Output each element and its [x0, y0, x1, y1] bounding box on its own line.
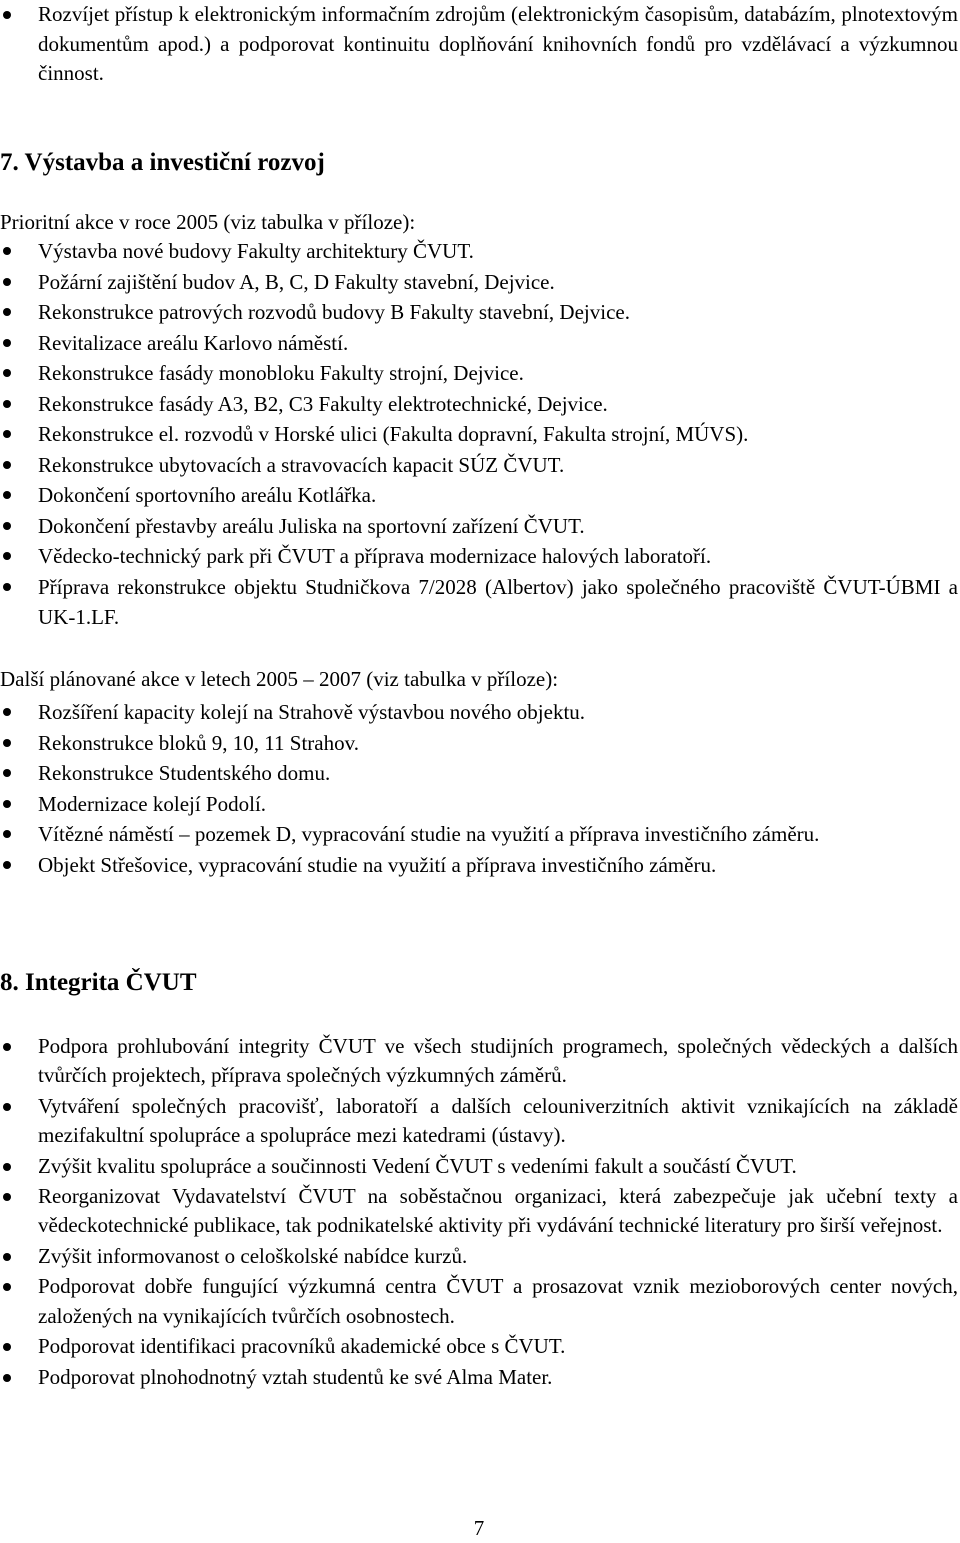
list-item: Dokončení sportovního areálu Kotlářka.	[0, 480, 958, 511]
list-item: Rekonstrukce patrových rozvodů budovy B Fakulty stavební, Dejvice.	[0, 297, 958, 328]
list-item: Podporovat plnohodnotný vztah studentů ke své Alma Mater.	[0, 1363, 958, 1392]
bullet-icon	[3, 308, 11, 316]
bullet-icon	[3, 800, 11, 808]
bullet-icon	[3, 1283, 11, 1291]
bullet-icon	[3, 430, 11, 438]
list-item: Rozvíjet přístup k elektronickým informačním zdrojům (elektronickým časopisům, databázím, plnotextovým dokumentům apod.) a podporovat kontinuitu doplňování knihovních fondů pro vzdělávací a výzkumnou činnost.	[0, 0, 958, 89]
bullet-icon	[3, 491, 11, 499]
bullet-icon	[3, 1163, 11, 1171]
list-item: Rekonstrukce Studentského domu.	[0, 758, 958, 789]
list-item: Vytváření společných pracovišť, laboratoří a dalších celouniverzitních aktivit vznikajících na základě mezifakultní spolupráce a spolupráce mezi katedrami (ústavy).	[0, 1092, 958, 1151]
list-item: Zvýšit kvalitu spolupráce a součinnosti Vedení ČVUT s vedeními fakult a součástí ČVUT.	[0, 1152, 958, 1181]
intro-list	[0, 0, 958, 89]
list-item: Rekonstrukce fasády A3, B2, C3 Fakulty elektrotechnické, Dejvice.	[0, 389, 958, 420]
list-item: Modernizace kolejí Podolí.	[0, 789, 958, 820]
integrity-list	[0, 1032, 958, 1393]
bullet-icon	[3, 739, 11, 747]
bullet-icon	[3, 369, 11, 377]
list-item: Rekonstrukce ubytovacích a stravovacích kapacit SÚZ ČVUT.	[0, 450, 958, 481]
planned-actions-intro: Další plánované akce v letech 2005 – 2007 (viz tabulka v příloze):	[0, 667, 559, 691]
list-item: Revitalizace areálu Karlovo náměstí.	[0, 328, 958, 359]
list-item: Podporovat dobře fungující výzkumná centra ČVUT a prosazovat vznik mezioborových center nových, založených na vynikajících tvůrčích osobnostech.	[0, 1272, 958, 1331]
list-item: Vítězné náměstí – pozemek D, vypracování studie na využití a příprava investičního záměru.	[0, 819, 958, 850]
list-item: Rozšíření kapacity kolejí na Strahově výstavbou nového objektu.	[0, 697, 958, 728]
bullet-icon	[3, 400, 11, 408]
list-item: Příprava rekonstrukce objektu Studničkova 7/2028 (Albertov) jako společného pracoviště ČVUT-ÚBMI a UK-1.LF.	[0, 572, 958, 633]
list-item: Vědecko-technický park při ČVUT a příprava modernizace halových laboratoří.	[0, 541, 958, 572]
list-item: Rekonstrukce el. rozvodů v Horské ulici (Fakulta dopravní, Fakulta strojní, MÚVS).	[0, 419, 958, 450]
bullet-icon	[3, 11, 11, 19]
list-item: Podporovat identifikaci pracovníků akademické obce s ČVUT.	[0, 1332, 958, 1361]
list-item: Dokončení přestavby areálu Juliska na sportovní zařízení ČVUT.	[0, 511, 958, 542]
list-item: Zvýšit informovanost o celoškolské nabídce kurzů.	[0, 1242, 958, 1271]
list-item: Požární zajištění budov A, B, C, D Fakulty stavební, Dejvice.	[0, 267, 958, 298]
bullet-icon	[3, 861, 11, 869]
bullet-icon	[3, 247, 11, 255]
section-8-heading: 8. Integrita ČVUT	[0, 969, 197, 996]
bullet-icon	[3, 278, 11, 286]
bullet-icon	[3, 1374, 11, 1382]
bullet-icon	[3, 708, 11, 716]
list-item: Podpora prohlubování integrity ČVUT ve všech studijních programech, společných vědeckých a dalších tvůrčích projektech, příprava společných výzkumných záměrů.	[0, 1032, 958, 1091]
bullet-icon	[3, 522, 11, 530]
bullet-icon	[3, 461, 11, 469]
bullet-icon	[3, 1343, 11, 1351]
bullet-icon	[3, 769, 11, 777]
bullet-icon	[3, 1043, 11, 1051]
page-number: 7	[473, 1516, 485, 1540]
section-7-heading: 7. Výstavba a investiční rozvoj	[0, 149, 325, 176]
bullet-icon	[3, 1253, 11, 1261]
list-item: Reorganizovat Vydavatelství ČVUT na soběstačnou organizaci, která zabezpečuje jak učební texty a vědeckotechnické publikace, tak podnikatelské aktivity při vydávání technické literatury pro širší veřejnost.	[0, 1182, 958, 1241]
bullet-icon	[3, 339, 11, 347]
bullet-icon	[3, 830, 11, 838]
list-item: Výstavba nové budovy Fakulty architektury ČVUT.	[0, 236, 958, 267]
list-item: Rekonstrukce fasády monobloku Fakulty strojní, Dejvice.	[0, 358, 958, 389]
bullet-icon	[3, 583, 11, 591]
bullet-icon	[3, 1193, 11, 1201]
planned-actions-list	[0, 697, 958, 880]
list-item: Rekonstrukce bloků 9, 10, 11 Strahov.	[0, 728, 958, 759]
priority-actions-list	[0, 236, 958, 633]
bullet-icon	[3, 1103, 11, 1111]
bullet-icon	[3, 552, 11, 560]
list-item: Objekt Střešovice, vypracování studie na využití a příprava investičního záměru.	[0, 850, 958, 881]
priority-actions-intro: Prioritní akce v roce 2005 (viz tabulka v příloze):	[0, 210, 416, 234]
